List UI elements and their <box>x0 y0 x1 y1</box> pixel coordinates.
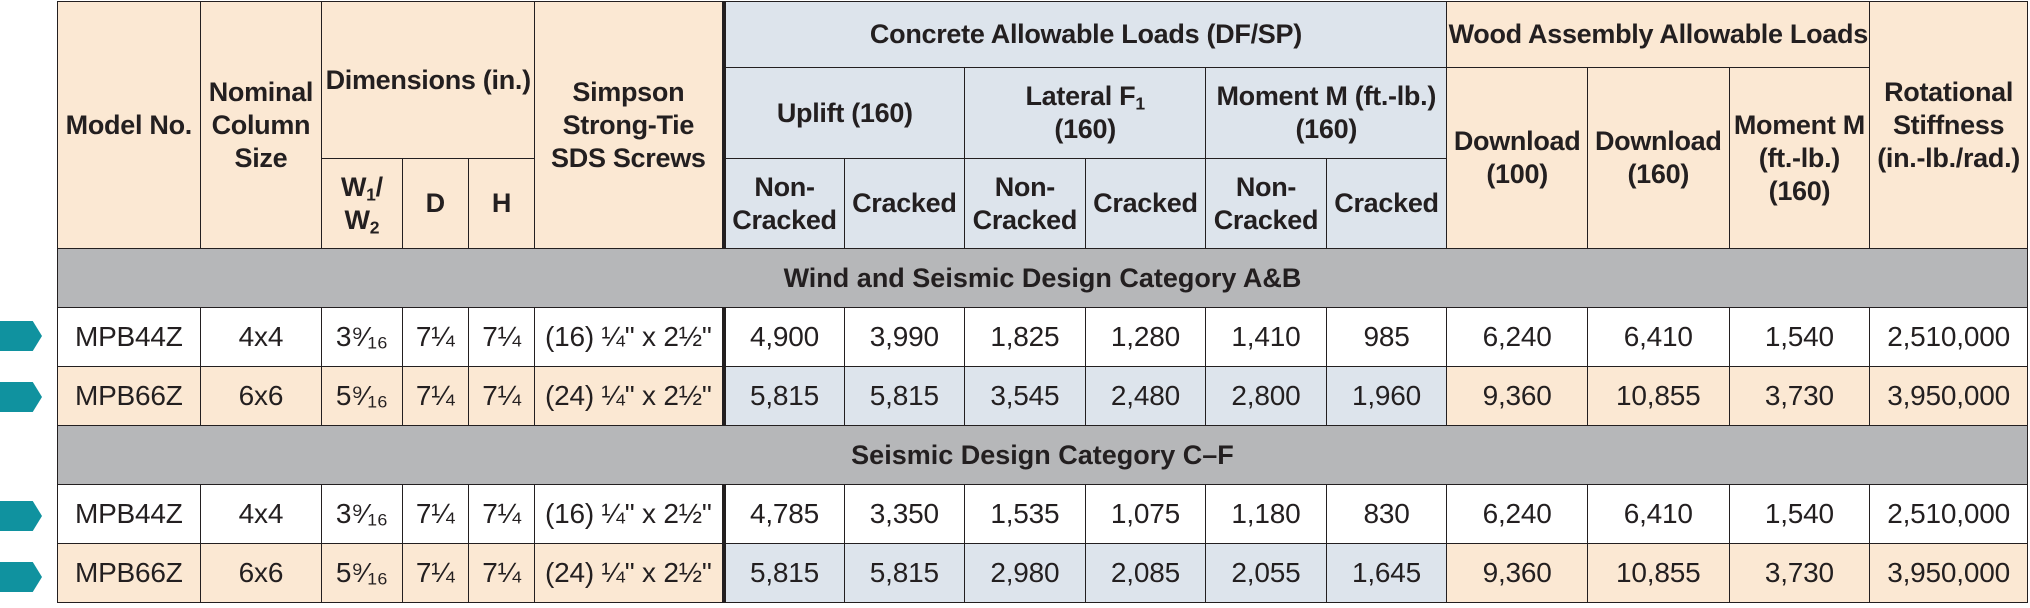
model-cell: MPB44Z <box>58 485 201 544</box>
uplift-nc-cell: 5,815 <box>724 367 845 426</box>
nominal-column-size-header: Nominal Column Size <box>200 2 322 249</box>
uplift-cracked-header: Cracked <box>844 159 965 249</box>
stiffness-cell: 3,950,000 <box>1870 544 2028 603</box>
uplift-header: Uplift (160) <box>724 68 965 159</box>
d-header: D <box>402 159 468 249</box>
moment-wood-header: Moment M (ft.-lb.) (160) <box>1729 68 1870 249</box>
download-100-cell: 9,360 <box>1447 367 1588 426</box>
download-100-cell: 6,240 <box>1447 485 1588 544</box>
moment-non-cracked-header: Non-Cracked <box>1206 159 1327 249</box>
wood-loads-header: Wood Assembly Allowable Loads <box>1447 2 1870 68</box>
stiffness-cell: 2,510,000 <box>1870 308 2028 367</box>
size-cell: 6x6 <box>200 544 322 603</box>
lateral-nc-cell: 1,535 <box>965 485 1086 544</box>
h-cell: 7¼ <box>468 544 534 603</box>
lateral-nc-cell: 1,825 <box>965 308 1086 367</box>
lateral-non-cracked-header: Non-Cracked <box>965 159 1086 249</box>
uplift-c-cell: 5,815 <box>844 367 965 426</box>
screws-cell: (16) ¼" x 2½" <box>535 485 724 544</box>
download-160-cell: 10,855 <box>1587 367 1729 426</box>
moment-c-cell: 1,645 <box>1326 544 1447 603</box>
h-header: H <box>468 159 534 249</box>
uplift-c-cell: 3,350 <box>844 485 965 544</box>
download-160-header: Download (160) <box>1587 68 1729 249</box>
model-cell: MPB44Z <box>58 308 201 367</box>
lateral-c-cell: 1,075 <box>1085 485 1206 544</box>
moment-wood-cell: 3,730 <box>1729 367 1870 426</box>
new-product-marker-icon <box>0 382 42 412</box>
stiffness-cell: 3,950,000 <box>1870 367 2028 426</box>
w1-w2-header: $W_1/$ $W_2$ <box>322 159 402 249</box>
size-cell: 4x4 <box>200 308 322 367</box>
moment-c-cell: 1,960 <box>1326 367 1447 426</box>
download-100-header: Download (100) <box>1447 68 1588 249</box>
d-cell: 7¼ <box>402 485 468 544</box>
concrete-loads-header: Concrete Allowable Loads (DF/SP) <box>724 2 1447 68</box>
new-product-marker-icon <box>0 321 42 351</box>
moment-nc-cell: 1,410 <box>1206 308 1327 367</box>
w-cell: 3⁹⁄₁₆ <box>322 308 402 367</box>
size-cell: 4x4 <box>200 485 322 544</box>
w-cell: 5⁹⁄₁₆ <box>322 367 402 426</box>
lateral-nc-cell: 2,980 <box>965 544 1086 603</box>
dimensions-header: Dimensions (in.) <box>322 2 535 159</box>
download-100-cell: 9,360 <box>1447 544 1588 603</box>
h-cell: 7¼ <box>468 367 534 426</box>
uplift-nc-cell: 5,815 <box>724 544 845 603</box>
allowable-loads-table <box>57 1 2028 603</box>
download-100-cell: 6,240 <box>1447 308 1588 367</box>
d-cell: 7¼ <box>402 544 468 603</box>
moment-wood-cell: 1,540 <box>1729 485 1870 544</box>
uplift-nc-cell: 4,785 <box>724 485 845 544</box>
screws-cell: (24) ¼" x 2½" <box>535 544 724 603</box>
model-cell: MPB66Z <box>58 544 201 603</box>
moment-cracked-header: Cracked <box>1326 159 1447 249</box>
moment-concrete-header: Moment M (ft.-lb.) (160) <box>1206 68 1447 159</box>
lateral-cracked-header: Cracked <box>1085 159 1206 249</box>
lateral-nc-cell: 3,545 <box>965 367 1086 426</box>
moment-nc-cell: 1,180 <box>1206 485 1327 544</box>
d-cell: 7¼ <box>402 308 468 367</box>
size-cell: 6x6 <box>200 367 322 426</box>
moment-nc-cell: 2,800 <box>1206 367 1327 426</box>
w-cell: 3⁹⁄₁₆ <box>322 485 402 544</box>
d-cell: 7¼ <box>402 367 468 426</box>
download-160-cell: 10,855 <box>1587 544 1729 603</box>
model-cell: MPB66Z <box>58 367 201 426</box>
uplift-non-cracked-header: Non-Cracked <box>724 159 845 249</box>
section-title: Wind and Seismic Design Category A&B <box>58 249 2028 308</box>
h-cell: 7¼ <box>468 485 534 544</box>
row-markers <box>0 0 58 608</box>
screws-cell: (24) ¼" x 2½" <box>535 367 724 426</box>
lateral-header: Lateral $F_1$ (160) <box>965 68 1206 159</box>
model-no-header: Model No. <box>58 2 201 249</box>
uplift-c-cell: 5,815 <box>844 544 965 603</box>
moment-wood-cell: 1,540 <box>1729 308 1870 367</box>
lateral-c-cell: 1,280 <box>1085 308 1206 367</box>
download-160-cell: 6,410 <box>1587 308 1729 367</box>
lateral-c-cell: 2,085 <box>1085 544 1206 603</box>
screws-header: Simpson Strong-Tie SDS Screws <box>535 2 724 249</box>
rotational-stiffness-header: Rotational Stiffness (in.-lb./rad.) <box>1870 2 2028 249</box>
uplift-nc-cell: 4,900 <box>724 308 845 367</box>
new-product-marker-icon <box>0 501 42 531</box>
moment-nc-cell: 2,055 <box>1206 544 1327 603</box>
new-product-marker-icon <box>0 562 42 592</box>
screws-cell: (16) ¼" x 2½" <box>535 308 724 367</box>
moment-wood-cell: 3,730 <box>1729 544 1870 603</box>
moment-c-cell: 985 <box>1326 308 1447 367</box>
lateral-c-cell: 2,480 <box>1085 367 1206 426</box>
download-160-cell: 6,410 <box>1587 485 1729 544</box>
h-cell: 7¼ <box>468 308 534 367</box>
uplift-c-cell: 3,990 <box>844 308 965 367</box>
moment-c-cell: 830 <box>1326 485 1447 544</box>
section-title: Seismic Design Category C–F <box>58 426 2028 485</box>
stiffness-cell: 2,510,000 <box>1870 485 2028 544</box>
w-cell: 5⁹⁄₁₆ <box>322 544 402 603</box>
